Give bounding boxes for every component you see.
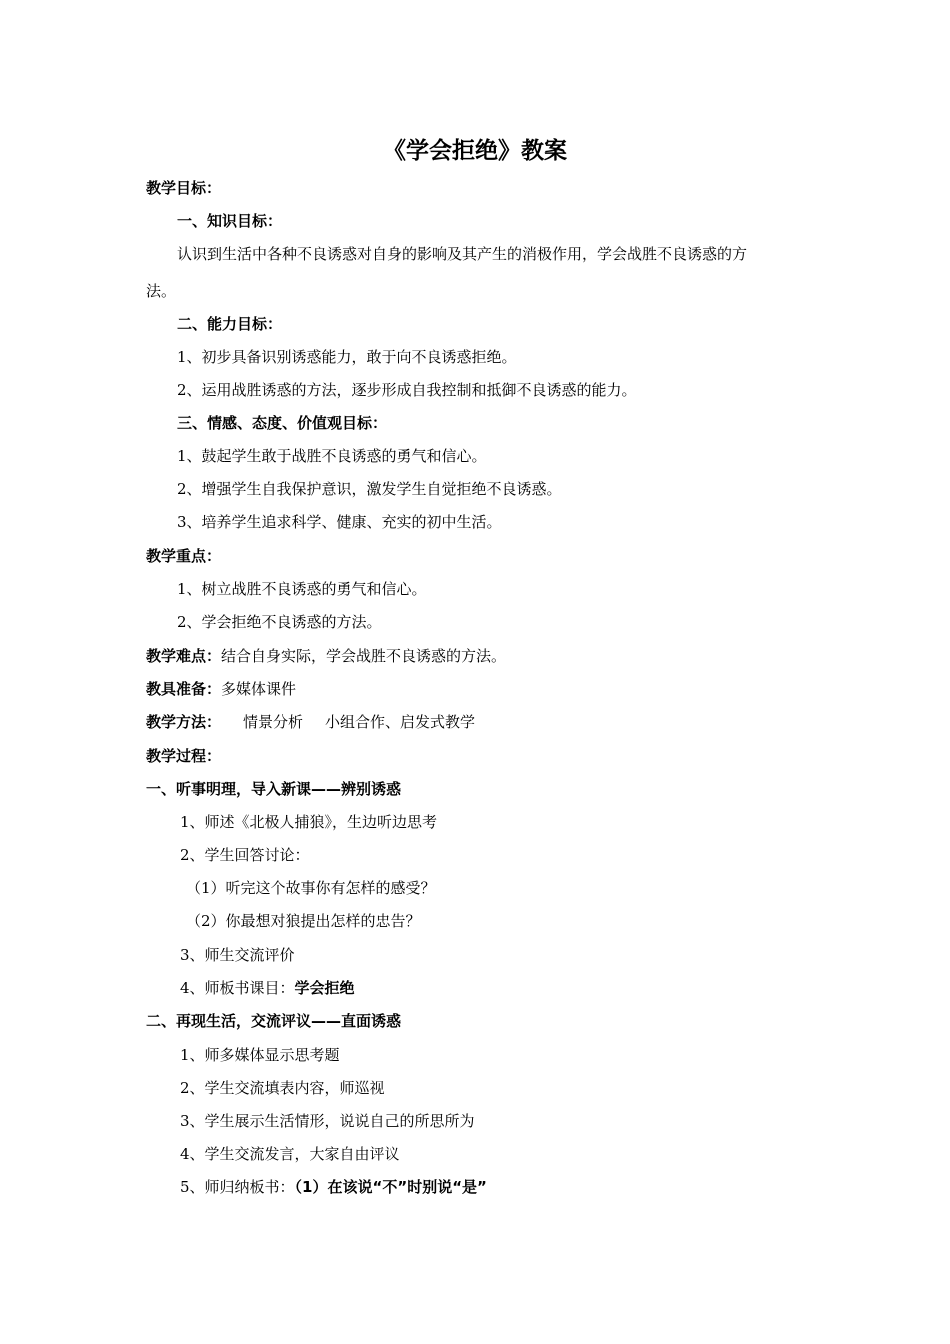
key-point-item: 1、树立战胜不良诱惑的勇气和信心。 xyxy=(177,580,427,598)
section2-item5-prefix: 5、师归纳板书： xyxy=(180,1178,295,1196)
section1-item4-bold: 学会拒绝 xyxy=(294,979,355,997)
methods-text-1: 情景分析 xyxy=(243,713,304,731)
ability-heading: 二、能力目标： xyxy=(177,315,283,333)
difficulty-text: 结合自身实际，学会战胜不良诱惑的方法。 xyxy=(221,647,507,665)
emotion-heading: 三、情感、态度、价值观目标： xyxy=(177,414,388,432)
tools-label: 教具准备： xyxy=(146,680,222,698)
section2-item: 4、学生交流发言，大家自由评议 xyxy=(180,1145,400,1163)
tools-row xyxy=(146,679,296,699)
section1-item: 3、师生交流评价 xyxy=(180,946,295,964)
page-title: 《学会拒绝》教案 xyxy=(383,138,567,164)
difficulty-row xyxy=(146,646,506,666)
difficulty-label: 教学难点： xyxy=(146,647,222,665)
emotion-item: 3、培养学生追求科学、健康、充实的初中生活。 xyxy=(177,513,502,531)
section1-item: 2、学生回答讨论： xyxy=(180,846,310,864)
section1-item: 1、师述《北极人捕狼》，生边听边思考 xyxy=(180,813,438,831)
tools-text: 多媒体课件 xyxy=(221,680,297,698)
section2-item-5 xyxy=(180,1177,487,1197)
knowledge-heading: 一、知识目标： xyxy=(177,212,283,230)
key-point-item: 2、学会拒绝不良诱惑的方法。 xyxy=(177,613,382,631)
section2-item: 3、学生展示生活情形，说说自己的所思所为 xyxy=(180,1112,475,1130)
section1-item4-prefix: 4、师板书课目： xyxy=(180,979,295,997)
process-heading: 教学过程： xyxy=(146,747,222,765)
section1-question: （1）听完这个故事你有怎样的感受？ xyxy=(186,879,436,897)
ability-item: 2、运用战胜诱惑的方法，逐步形成自我控制和抵御不良诱惑的能力。 xyxy=(177,381,637,399)
knowledge-text-line-2: 法。 xyxy=(146,282,177,300)
methods-label: 教学方法： xyxy=(146,713,222,731)
section1-heading: 一、听事明理，导入新课——辨别诱惑 xyxy=(146,780,402,798)
methods-text-2: 小组合作、启发式教学 xyxy=(325,713,476,731)
section1-item-4 xyxy=(180,978,355,998)
methods-row xyxy=(146,712,475,732)
section2-item: 1、师多媒体显示思考题 xyxy=(180,1046,340,1064)
section2-heading: 二、再现生活，交流评议——直面诱惑 xyxy=(146,1012,402,1030)
section2-item: 2、学生交流填表内容，师巡视 xyxy=(180,1079,385,1097)
objectives-heading: 教学目标： xyxy=(146,179,222,197)
section2-item5-bold: （1）在该说“不”时别说“是” xyxy=(294,1178,487,1196)
emotion-item: 1、鼓起学生敢于战胜不良诱惑的勇气和信心。 xyxy=(177,447,487,465)
ability-item: 1、初步具备识别诱惑能力，敢于向不良诱惑拒绝。 xyxy=(177,348,517,366)
emotion-item: 2、增强学生自我保护意识，激发学生自觉拒绝不良诱惑。 xyxy=(177,480,562,498)
key-points-heading: 教学重点： xyxy=(146,547,222,565)
section1-question: （2）你最想对狼提出怎样的忠告？ xyxy=(186,912,421,930)
knowledge-text-line-1: 认识到生活中各种不良诱惑对自身的影响及其产生的消极作用，学会战胜不良诱惑的方 xyxy=(177,245,748,263)
